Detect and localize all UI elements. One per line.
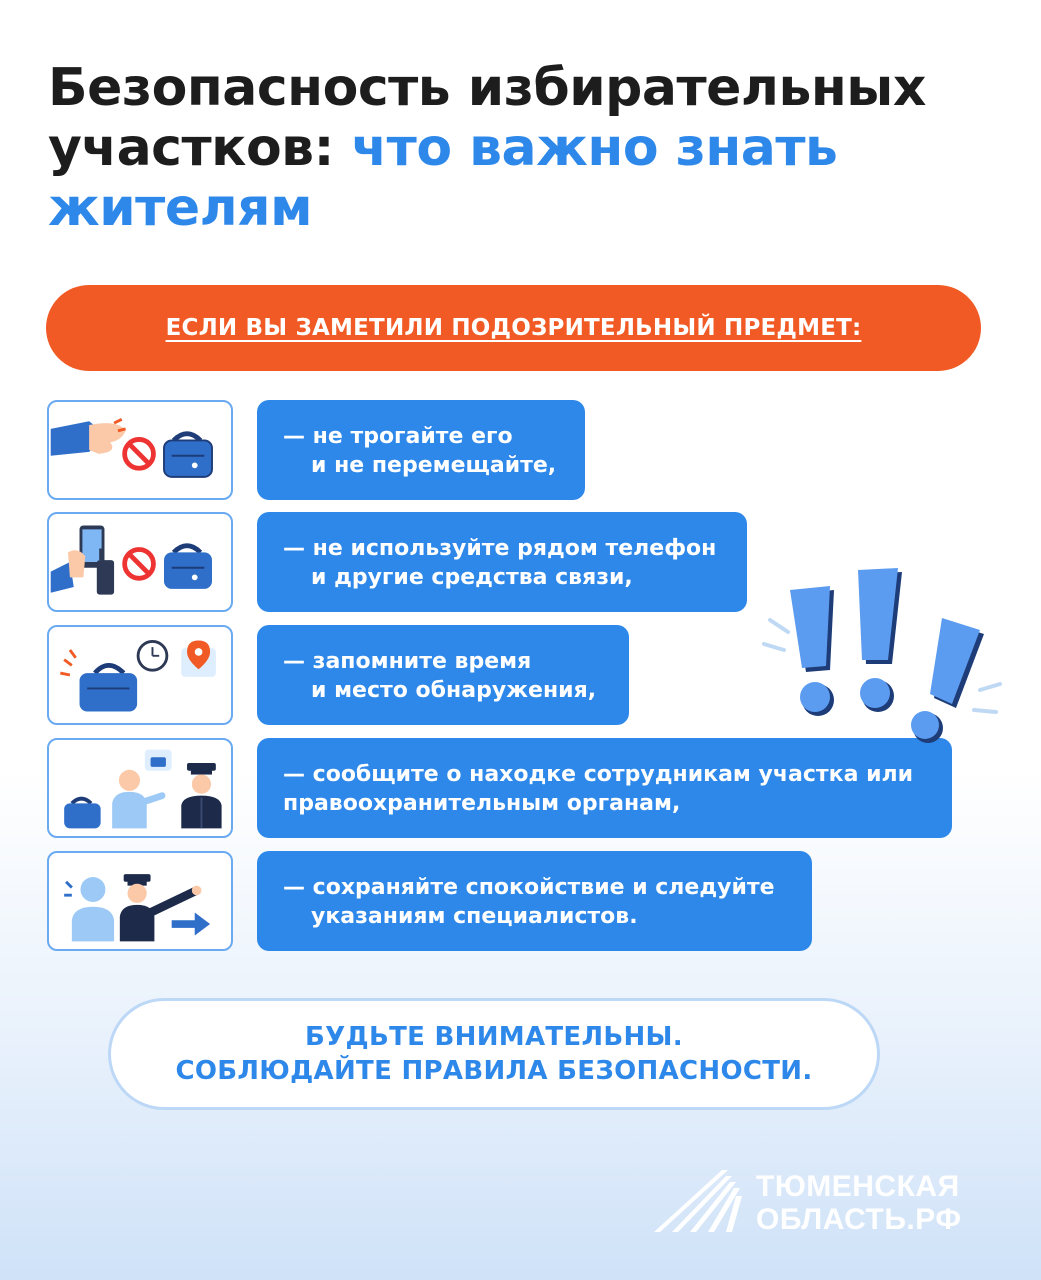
logo-rays-icon [652,1168,742,1234]
step-2-line-1: — не используйте рядом телефон [283,536,717,561]
step-3-text [257,625,629,725]
warning-banner-text: ЕСЛИ ВЫ ЗАМЕТИЛИ ПОДОЗРИТЕЛЬНЫЙ ПРЕДМЕТ: [165,315,862,341]
hand-stop-bag-icon [47,400,233,500]
step-4-line-1: — сообщите о находке сотрудникам участка или [283,762,914,787]
step-3-line-2: и место обнаружения, [311,678,597,703]
safety-reminder-line-1: БУДЬТЕ ВНИМАТЕЛЬНЫ. [305,1022,683,1052]
step-5-line-1: — сохраняйте спокойствие и следуйте [283,875,775,900]
officer-directing-icon [47,851,233,951]
step-1-line-1: — не трогайте его [283,424,513,449]
warning-banner [46,285,981,371]
title-line-2-blue: что важно знать [351,118,838,178]
report-to-police-icon [47,738,233,838]
step-2-line-2: и другие средства связи, [311,565,633,590]
bag-clock-location-icon [47,625,233,725]
region-logo [652,1168,992,1240]
logo-line-2: ОБЛАСТЬ.РФ [756,1203,962,1236]
page-title [48,58,998,238]
step-5 [0,851,1041,953]
title-line-1: Безопасность избирательных [48,58,926,118]
step-5-line-2: указаниям специалистов. [311,904,638,929]
safety-reminder [108,998,880,1110]
title-line-2 [48,118,998,178]
phone-radio-bag-icon [47,512,233,612]
title-line-2-dark: участков: [48,118,334,178]
step-3-line-1: — запомните время [283,649,532,674]
step-2-text [257,512,747,612]
exclamation-marks-icon [760,560,1010,750]
step-4-text [257,738,952,838]
logo-text [756,1170,961,1236]
step-5-text [257,851,812,951]
step-1-line-2: и не перемещайте, [311,453,557,478]
title-line-3: жителям [48,178,313,238]
safety-reminder-line-2: СОБЛЮДАЙТЕ ПРАВИЛА БЕЗОПАСНОСТИ. [175,1056,813,1086]
logo-line-1: ТЮМЕНСКАЯ [756,1170,960,1203]
step-4 [0,738,1041,840]
step-1 [0,400,1041,502]
step-4-line-2: правоохранительным органам, [283,791,681,816]
step-1-text [257,400,585,500]
